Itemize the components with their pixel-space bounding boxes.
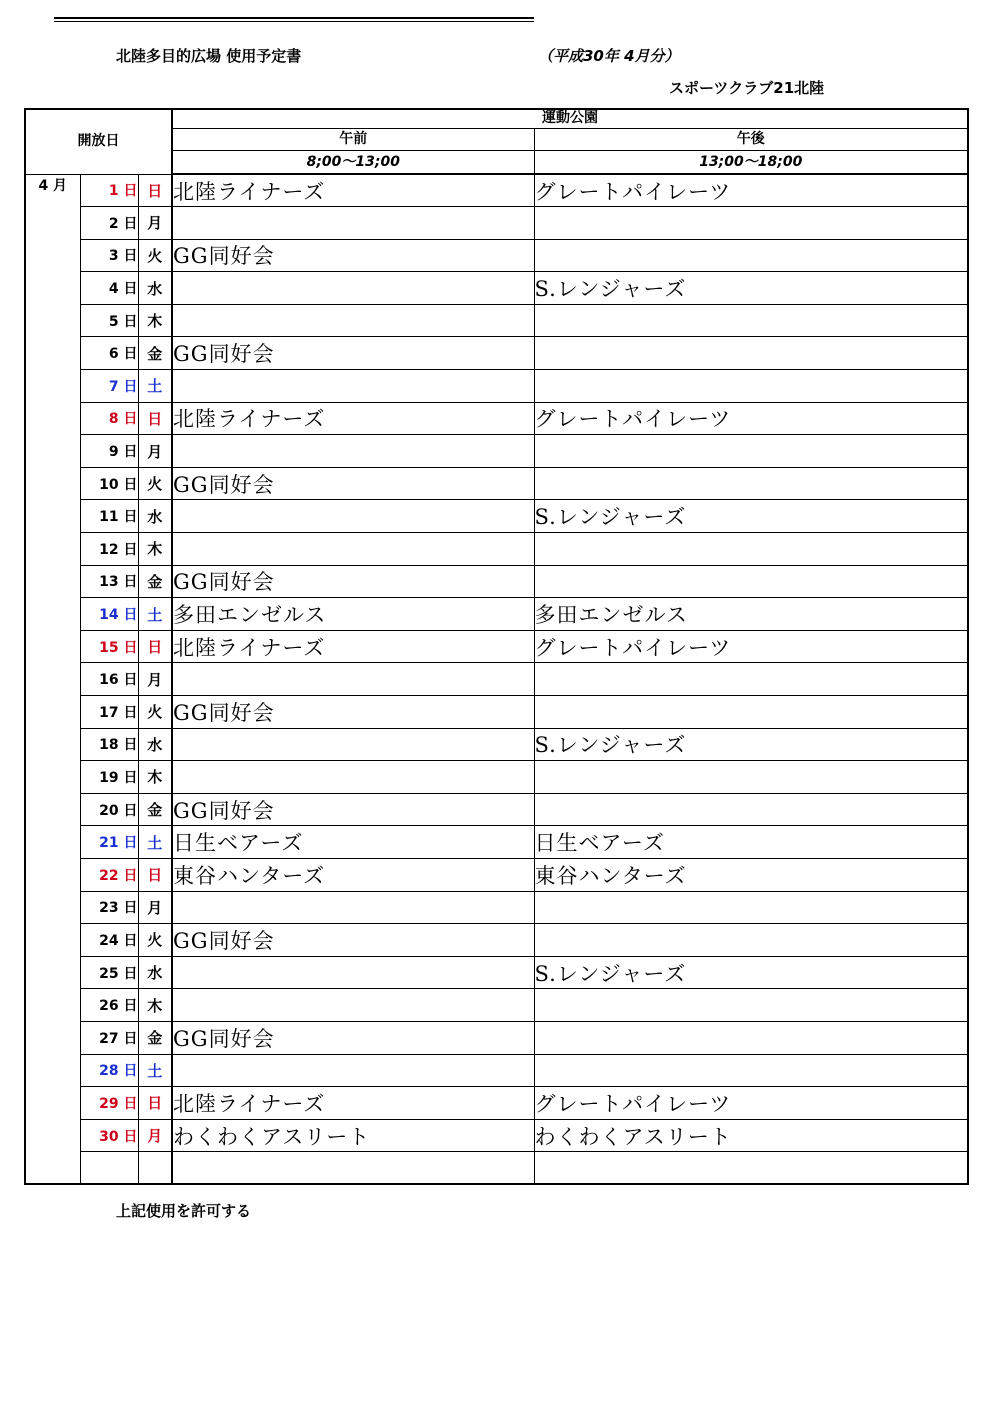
pm-booking-cell: グレートパイレーツ (534, 402, 968, 435)
schedule-body (25, 109, 968, 1184)
pm-booking-cell (534, 891, 968, 924)
table-row (25, 239, 968, 272)
table-row (25, 533, 968, 566)
day-cell: 26 日 (80, 989, 138, 1022)
pm-booking-cell: S.レンジャーズ (534, 728, 968, 761)
table-row (25, 858, 968, 891)
table-row (25, 663, 968, 696)
weekday-cell: 木 (138, 533, 172, 566)
top-rule (54, 17, 534, 22)
day-cell: 3 日 (80, 239, 138, 272)
weekday-cell: 火 (138, 467, 172, 500)
weekday-cell: 火 (138, 696, 172, 729)
pm-booking-cell: S.レンジャーズ (534, 500, 968, 533)
day-cell: 20 日 (80, 793, 138, 826)
table-row (25, 337, 968, 370)
table-row (25, 598, 968, 631)
weekday-cell: 火 (138, 924, 172, 957)
am-booking-cell (172, 891, 534, 924)
table-row (25, 793, 968, 826)
pm-booking-cell (534, 1054, 968, 1087)
am-time: 8;00～13;00 (172, 150, 534, 174)
table-row (25, 1054, 968, 1087)
am-booking-cell: 多田エンゼルス (172, 598, 534, 631)
weekday-cell: 水 (138, 272, 172, 305)
am-booking-cell: GG同好会 (172, 924, 534, 957)
weekday-cell: 土 (138, 598, 172, 631)
table-row (25, 924, 968, 957)
weekday-cell (138, 1152, 172, 1185)
table-row (25, 1021, 968, 1054)
weekday-cell: 月 (138, 663, 172, 696)
pm-booking-cell (534, 304, 968, 337)
am-booking-cell (172, 272, 534, 305)
table-row (25, 1152, 968, 1185)
am-booking-cell: 東谷ハンターズ (172, 858, 534, 891)
open-day-header: 開放日 (25, 109, 172, 174)
weekday-cell: 木 (138, 989, 172, 1022)
pm-booking-cell (534, 207, 968, 240)
day-cell (80, 1152, 138, 1185)
am-booking-cell: GG同好会 (172, 793, 534, 826)
day-cell: 2 日 (80, 207, 138, 240)
day-cell: 7 日 (80, 370, 138, 403)
day-cell: 12 日 (80, 533, 138, 566)
day-cell: 1 日 (80, 174, 138, 207)
pm-booking-cell: グレートパイレーツ (534, 1087, 968, 1120)
pm-booking-cell: S.レンジャーズ (534, 272, 968, 305)
weekday-cell: 土 (138, 826, 172, 859)
pm-booking-cell (534, 761, 968, 794)
day-cell: 24 日 (80, 924, 138, 957)
document-title: 北陸多目的広場 使用予定書 (116, 47, 302, 65)
day-cell: 29 日 (80, 1087, 138, 1120)
table-row (25, 891, 968, 924)
pm-booking-cell: 多田エンゼルス (534, 598, 968, 631)
weekday-cell: 土 (138, 1054, 172, 1087)
pm-booking-cell (534, 533, 968, 566)
weekday-cell: 金 (138, 793, 172, 826)
day-cell: 15 日 (80, 630, 138, 663)
pm-booking-cell (534, 239, 968, 272)
weekday-cell: 金 (138, 565, 172, 598)
am-booking-cell: 日生ベアーズ (172, 826, 534, 859)
day-cell: 14 日 (80, 598, 138, 631)
am-booking-cell (172, 761, 534, 794)
table-row (25, 435, 968, 468)
approval-note: 上記使用を許可する (116, 1202, 252, 1220)
day-cell: 6 日 (80, 337, 138, 370)
pm-booking-cell (534, 924, 968, 957)
day-cell: 28 日 (80, 1054, 138, 1087)
venue-header: 運動公園 (172, 109, 968, 128)
weekday-cell: 火 (138, 239, 172, 272)
pm-booking-cell (534, 1021, 968, 1054)
header-row-venue (25, 109, 968, 128)
pm-booking-cell (534, 337, 968, 370)
day-cell: 9 日 (80, 435, 138, 468)
weekday-cell: 水 (138, 500, 172, 533)
pm-booking-cell (534, 435, 968, 468)
pm-booking-cell (534, 696, 968, 729)
pm-booking-cell (534, 370, 968, 403)
table-row (25, 761, 968, 794)
table-row (25, 370, 968, 403)
weekday-cell: 日 (138, 1087, 172, 1120)
day-cell: 11 日 (80, 500, 138, 533)
am-booking-cell (172, 207, 534, 240)
weekday-cell: 日 (138, 402, 172, 435)
club-name: スポーツクラブ21北陸 (669, 79, 825, 97)
table-row (25, 272, 968, 305)
am-booking-cell: GG同好会 (172, 696, 534, 729)
day-cell: 30 日 (80, 1119, 138, 1152)
am-booking-cell: GG同好会 (172, 337, 534, 370)
period-label: （平成30年 4月分） (538, 47, 680, 65)
pm-header: 午後 (534, 128, 968, 150)
day-cell: 23 日 (80, 891, 138, 924)
pm-booking-cell: グレートパイレーツ (534, 630, 968, 663)
day-cell: 16 日 (80, 663, 138, 696)
day-cell: 8 日 (80, 402, 138, 435)
am-booking-cell: GG同好会 (172, 565, 534, 598)
am-booking-cell (172, 370, 534, 403)
day-cell: 5 日 (80, 304, 138, 337)
day-cell: 10 日 (80, 467, 138, 500)
am-booking-cell (172, 663, 534, 696)
am-booking-cell: 北陸ライナーズ (172, 1087, 534, 1120)
weekday-cell: 土 (138, 370, 172, 403)
table-row (25, 956, 968, 989)
weekday-cell: 月 (138, 435, 172, 468)
pm-booking-cell: わくわくアスリート (534, 1119, 968, 1152)
table-row (25, 402, 968, 435)
pm-booking-cell (534, 989, 968, 1022)
schedule-table (24, 108, 969, 1185)
table-row (25, 500, 968, 533)
am-booking-cell (172, 304, 534, 337)
weekday-cell: 月 (138, 891, 172, 924)
day-cell: 27 日 (80, 1021, 138, 1054)
pm-booking-cell: グレートパイレーツ (534, 174, 968, 207)
pm-booking-cell (534, 663, 968, 696)
weekday-cell: 金 (138, 1021, 172, 1054)
weekday-cell: 日 (138, 858, 172, 891)
am-booking-cell: GG同好会 (172, 239, 534, 272)
day-cell: 21 日 (80, 826, 138, 859)
pm-booking-cell: 東谷ハンターズ (534, 858, 968, 891)
table-row (25, 696, 968, 729)
day-cell: 17 日 (80, 696, 138, 729)
day-cell: 18 日 (80, 728, 138, 761)
weekday-cell: 日 (138, 174, 172, 207)
weekday-cell: 月 (138, 1119, 172, 1152)
pm-booking-cell (534, 1152, 968, 1185)
am-booking-cell: GG同好会 (172, 1021, 534, 1054)
am-booking-cell: 北陸ライナーズ (172, 630, 534, 663)
table-row (25, 174, 968, 207)
day-cell: 25 日 (80, 956, 138, 989)
am-booking-cell (172, 500, 534, 533)
day-cell: 13 日 (80, 565, 138, 598)
am-booking-cell (172, 989, 534, 1022)
pm-booking-cell: S.レンジャーズ (534, 956, 968, 989)
am-booking-cell (172, 1054, 534, 1087)
table-row (25, 1087, 968, 1120)
table-row (25, 467, 968, 500)
am-booking-cell: 北陸ライナーズ (172, 174, 534, 207)
pm-time: 13;00～18;00 (534, 150, 968, 174)
am-booking-cell (172, 728, 534, 761)
pm-booking-cell (534, 565, 968, 598)
am-booking-cell (172, 533, 534, 566)
pm-booking-cell (534, 793, 968, 826)
weekday-cell: 金 (138, 337, 172, 370)
pm-booking-cell (534, 467, 968, 500)
weekday-cell: 月 (138, 207, 172, 240)
table-row (25, 630, 968, 663)
month-cell: 4 月 (25, 174, 80, 1184)
pm-booking-cell: 日生ベアーズ (534, 826, 968, 859)
am-booking-cell (172, 435, 534, 468)
table-row (25, 304, 968, 337)
weekday-cell: 水 (138, 728, 172, 761)
table-row (25, 728, 968, 761)
day-cell: 22 日 (80, 858, 138, 891)
table-row (25, 207, 968, 240)
day-cell: 4 日 (80, 272, 138, 305)
am-header: 午前 (172, 128, 534, 150)
weekday-cell: 日 (138, 630, 172, 663)
weekday-cell: 木 (138, 761, 172, 794)
am-booking-cell (172, 1152, 534, 1185)
am-booking-cell: わくわくアスリート (172, 1119, 534, 1152)
table-row (25, 1119, 968, 1152)
am-booking-cell: 北陸ライナーズ (172, 402, 534, 435)
weekday-cell: 木 (138, 304, 172, 337)
table-row (25, 989, 968, 1022)
day-cell: 19 日 (80, 761, 138, 794)
weekday-cell: 水 (138, 956, 172, 989)
am-booking-cell (172, 956, 534, 989)
table-row (25, 565, 968, 598)
am-booking-cell: GG同好会 (172, 467, 534, 500)
table-row (25, 826, 968, 859)
